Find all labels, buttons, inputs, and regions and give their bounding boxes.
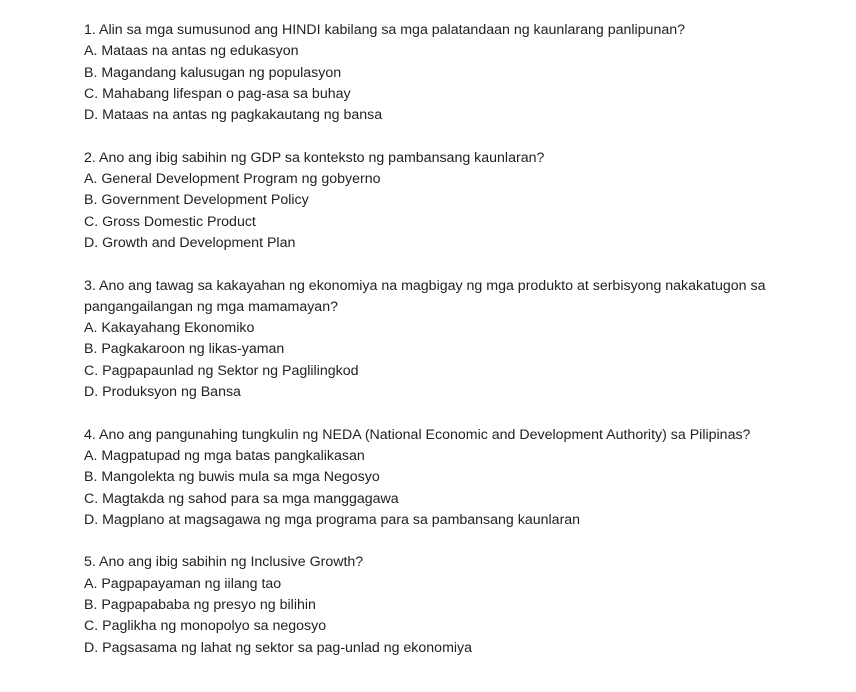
answer-option: C. Mahabang lifespan o pag-asa sa buhay [84,85,351,102]
question-text: 3. Ano ang tawag sa kakayahan ng ekonomiya na magbigay ng mga produkto at serbisyong nakakatugon sa pangangailangan ng mga mamamayan? [84,277,766,315]
answer-option: C. Magtakda ng sahod para sa mga manggagawa [84,490,399,507]
answer-option: A. Magpatupad ng mga batas pangkalikasan [84,447,365,464]
question-block [84,148,834,254]
answer-option: D. Mataas na antas ng pagkakautang ng bansa [84,107,383,124]
answer-option: B. Pagkakaroon ng likas-yaman [84,341,285,358]
question-block [84,276,834,404]
question-block [84,20,834,126]
quiz-document [84,20,834,680]
answer-option: C. Paglikha ng monopolyo sa negosyo [84,618,327,635]
answer-option: D. Pagsasama ng lahat ng sektor sa pag-unlad ng ekonomiya [84,639,473,656]
question-text: 4. Ano ang pangunahing tungkulin ng NEDA (National Economic and Development Authority) sa Pilipinas? [84,426,751,443]
answer-option: D. Magplano at magsagawa ng mga programa para sa pambansang kaunlaran [84,511,581,528]
answer-option: C. Gross Domestic Product [84,213,256,230]
answer-option: D. Growth and Development Plan [84,234,296,251]
answer-option: A. Mataas na antas ng edukasyon [84,43,299,60]
answer-option: B. Magandang kalusugan ng populasyon [84,64,342,81]
answer-option: B. Mangolekta ng buwis mula sa mga Negosyo [84,469,380,486]
answer-option: A. Kakayahang Ekonomiko [84,320,255,337]
answer-option: C. Pagpapaunlad ng Sektor ng Paglilingkod [84,362,359,379]
question-text: 1. Alin sa mga sumusunod ang HINDI kabilang sa mga palatandaan ng kaunlarang panlipunan? [84,22,686,38]
answer-option: D. Produksyon ng Bansa [84,384,241,401]
answer-option: B. Government Development Policy [84,192,309,209]
answer-option: A. General Development Program ng gobyerno [84,171,381,188]
answer-option: B. Pagpapababa ng presyo ng bilihin [84,597,316,614]
answer-option: A. Pagpapayaman ng iilang tao [84,575,282,592]
question-text: 5. Ano ang ibig sabihin ng Inclusive Growth? [84,554,364,571]
question-block [84,552,834,658]
question-block [84,425,834,531]
question-text: 2. Ano ang ibig sabihin ng GDP sa konteksto ng pambansang kaunlaran? [84,149,545,166]
